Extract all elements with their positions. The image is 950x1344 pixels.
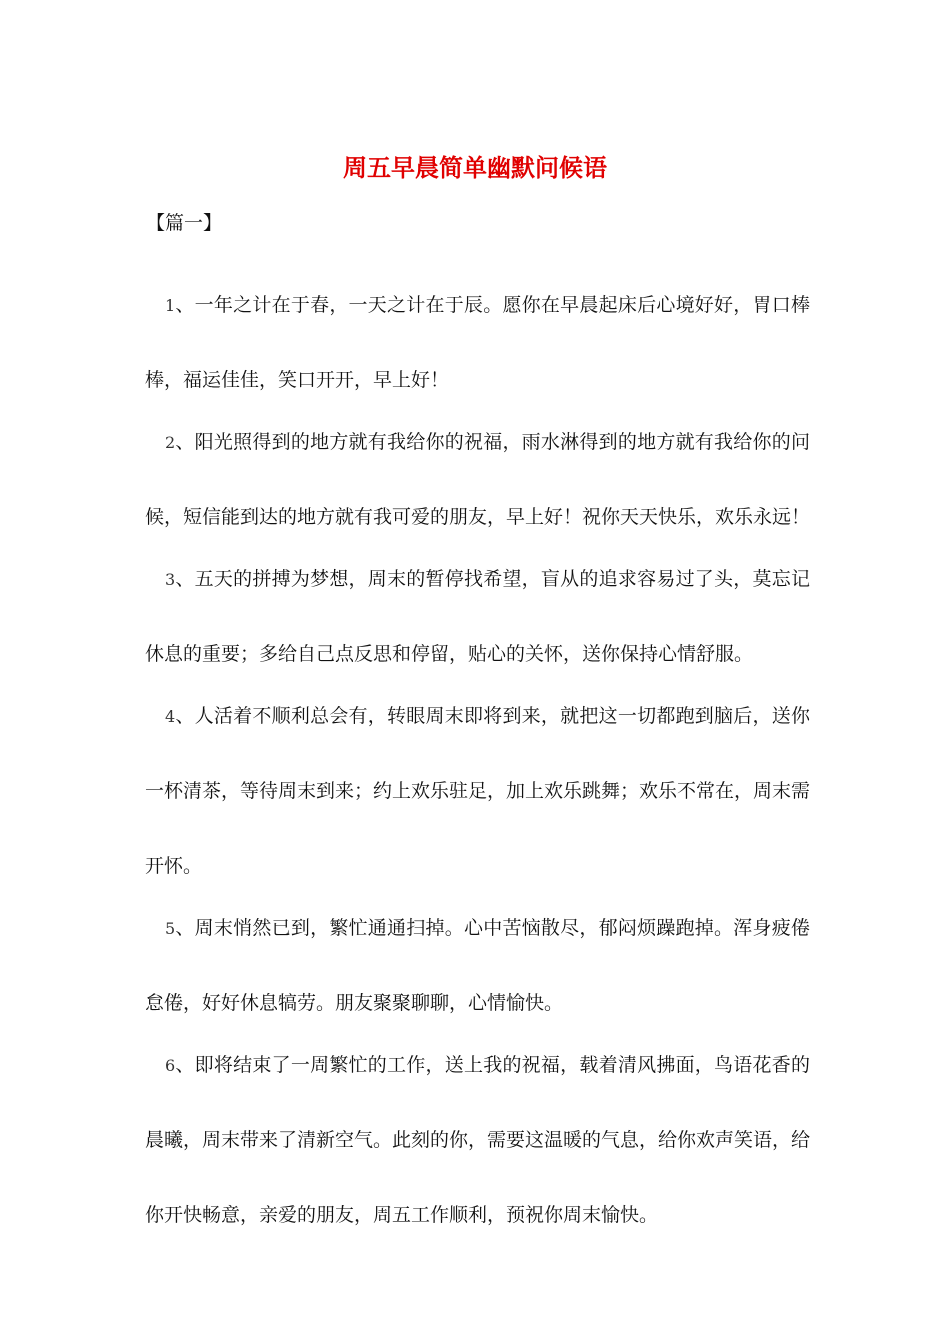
item-text: 、人活着不顺利总会有，转眼周末即将到来，就把这一切都跑到脑后，送你一杯清茶，等待周末到来；约上欢乐驻足，加上欢乐跳舞；欢乐不常在，周末需开怀。 bbox=[145, 705, 811, 877]
greeting-item bbox=[145, 405, 810, 555]
item-number: 6 bbox=[165, 1056, 176, 1075]
item-text: 、阳光照得到的地方就有我给你的祝福，雨水淋得到的地方就有我给你的问候，短信能到达的地方就有我可爱的朋友，早上好！祝你天天快乐，欢乐永远！ bbox=[145, 431, 811, 528]
item-text: 、周末悄然已到，繁忙通通扫掉。心中苦恼散尽，郁闷烦躁跑掉。浑身疲倦怠倦，好好休息犒劳。朋友聚聚聊聊，心情愉快。 bbox=[145, 917, 810, 1014]
greeting-item bbox=[145, 1028, 810, 1253]
item-number: 1 bbox=[165, 296, 176, 315]
item-number: 4 bbox=[165, 707, 176, 726]
greeting-item bbox=[145, 542, 810, 692]
greeting-item bbox=[145, 268, 810, 418]
item-number: 3 bbox=[165, 570, 176, 589]
greeting-item bbox=[145, 891, 810, 1041]
item-text: 、五天的拼搏为梦想，周末的暂停找希望，盲从的追求容易过了头，莫忘记休息的重要；多给自己点反思和停留，贴心的关怀，送你保持心情舒服。 bbox=[145, 568, 810, 665]
section-label: 【篇一】 bbox=[146, 212, 223, 234]
item-number: 5 bbox=[165, 919, 176, 938]
document-title: 周五早晨简单幽默问候语 bbox=[343, 153, 607, 182]
item-number: 2 bbox=[165, 433, 176, 452]
item-text: 、即将结束了一周繁忙的工作，送上我的祝福，载着清风拂面，鸟语花香的晨曦，周末带来了清新空气。此刻的你，需要这温暖的气息，给你欢声笑语，给你开快畅意，亲爱的朋友，周五工作顺利，预祝你周末愉快。 bbox=[145, 1054, 811, 1226]
greeting-item bbox=[145, 679, 810, 904]
item-text: 、一年之计在于春，一天之计在于辰。愿你在早晨起床后心境好好，胃口棒棒，福运佳佳，笑口开开，早上好！ bbox=[145, 294, 810, 391]
greeting-list bbox=[145, 268, 810, 1253]
